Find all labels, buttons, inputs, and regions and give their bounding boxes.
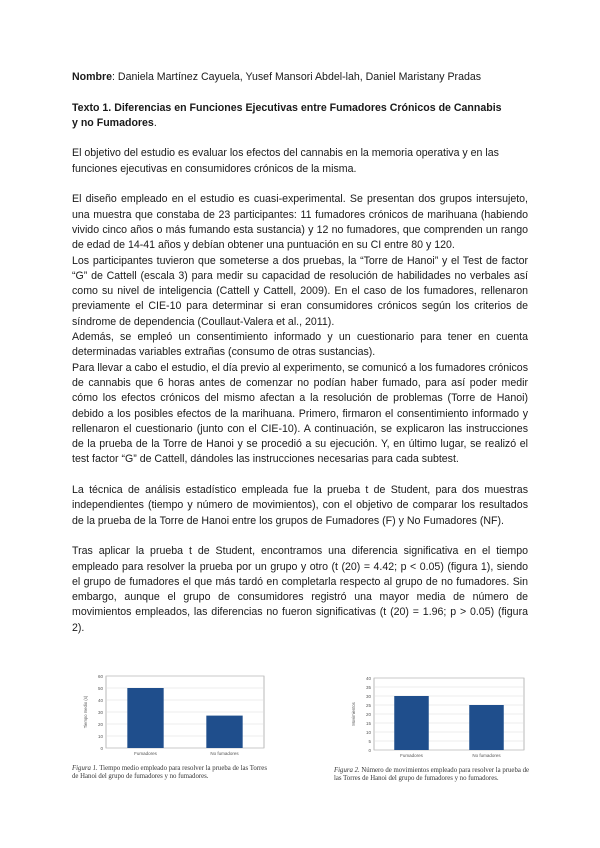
figure-1-caption-text: Tiempo medio empleado para resolver la prueba de las Torres de Hanoi del grupo de fumadores y no fumadores.: [72, 765, 267, 781]
title-line-1: Texto 1. Diferencias en Funciones Ejecutivas entre Fumadores Crónicos de Cannabis: [72, 101, 502, 114]
figure-1: [72, 672, 272, 781]
figure-2-y-tick-label: 0: [368, 747, 371, 753]
figure-1-bar-1: [127, 688, 163, 748]
paragraph-results: Tras aplicar la prueba t de Student, encontramos una diferencia significativa en el tiempo empleado para resolver la prueba por un grupo y otro (t (20) = 4.42; p < 0.05) (figura 1), siendo el grupo de fumadores el que más tardó en completarla respecto al grupo de no fumadores. Sin embargo, aunque el grupo de consumidores registró una mayor media de número de movimientos empleados, las diferencias no fueron significativas (t (20) = 1.96; p > 0.05) (figura 2).: [72, 545, 528, 634]
figure-1-y-tick-label: 0: [100, 745, 103, 751]
figure-1-y-tick-label: 30: [97, 709, 103, 715]
paragraph-consent: Además, se empleó un consentimiento informado y un cuestionario para tener en cuenta determinadas variables extrañas (consumo de otras sustancias).: [72, 331, 528, 359]
authors-line: [72, 70, 528, 85]
figure-2-chart: [334, 672, 532, 760]
paragraph-analysis: La técnica de análisis estadístico empleada fue la prueba t de Student, para dos muestras independientes (tiempo y número de movimientos), con el objetivo de comparar los resultados de la prueba de la Torre de Hanoi entre los grupos de Fumadores (F) y No Fumadores (NF).: [72, 484, 528, 527]
figure-2-x-tick-label: No fumadores: [472, 753, 501, 758]
paragraph-objective: El objetivo del estudio es evaluar los efectos del cannabis en la memoria operativa y en las funciones ejecutivas en consumidores crónicos de la misma.: [72, 147, 499, 175]
paragraph-participants: Los participantes tuvieron que someterse a dos pruebas, la “Torre de Hanoi” y el Test de factor “G” de Cattell (escala 3) para medir su capacidad de resolución de habilidades no verbales así como su nivel de inteligencia (Cattell y Cattell, 2009). En el caso de los fumadores, rellenaron previamente el CIE-10 para determinar si eran consumidores crónicos según los criterios de síndrome de dependencia (Coullaut-Valera et al., 2011).: [72, 254, 528, 328]
figure-1-bar-2: [206, 716, 242, 748]
figure-2-y-axis-label: Movimientos: [351, 702, 356, 726]
figure-1-x-tick-label: Fumadores: [134, 751, 157, 756]
figure-2-y-tick-label: 25: [365, 702, 371, 708]
document-body: [72, 70, 528, 636]
figure-2: [334, 672, 532, 783]
figure-2-caption: [334, 767, 532, 783]
figure-1-y-axis-label: Tiempo medio (s): [83, 695, 88, 729]
figure-2-y-tick-label: 35: [365, 684, 371, 690]
figure-2-y-tick-label: 40: [365, 675, 371, 681]
paragraph-design: El diseño empleado en el estudio es cuasi-experimental. Se presentan dos grupos intersujeto, una muestra que constaba de 23 participantes: 11 fumadores crónicos de marihuana (habiendo vivido cinco años o más fumando esta sustancia) y 12 no fumadores, que comprenden un rango de edad de 14-41 años y debían obtener una puntuación en su CI entre 80 y 120.: [72, 193, 528, 252]
title-end: .: [153, 116, 157, 129]
figure-1-caption: [72, 765, 272, 781]
figure-1-x-tick-label: No fumadores: [210, 751, 239, 756]
figure-2-x-tick-label: Fumadores: [400, 753, 423, 758]
figure-1-y-tick-label: 60: [97, 673, 103, 679]
document-title: [72, 101, 528, 132]
figure-1-y-tick-label: 40: [97, 697, 103, 703]
figure-1-chart: [72, 672, 272, 758]
figure-2-y-tick-label: 10: [365, 729, 371, 735]
figure-2-bar-1: [394, 696, 429, 750]
figure-2-caption-text: Número de movimientos empleado para resolver la prueba de las Torres de Hanoi del grupo de fumadores y no fumadores.: [334, 767, 529, 783]
figure-2-y-tick-label: 5: [368, 738, 371, 744]
figure-1-y-tick-label: 10: [97, 733, 103, 739]
figure-1-y-tick-label: 50: [97, 685, 103, 691]
figure-2-y-tick-label: 30: [365, 693, 371, 699]
figure-1-y-tick-label: 20: [97, 721, 103, 727]
figure-2-y-tick-label: 20: [365, 711, 371, 717]
authors-label: Nombre: [72, 71, 113, 83]
figure-2-y-tick-label: 15: [365, 720, 371, 726]
figure-2-caption-label: Figura 2.: [334, 767, 360, 774]
paragraph-procedure: Para llevar a cabo el estudio, el día previo al experimento, se comunicó a los fumadores crónicos de cannabis que 6 horas antes de comenzar no podían haber fumado, para así poder medir cómo los efectos crónicos del mismo afectan a la resolución de problemas (Torre de Hanoi) debido a los posibles efectos de la marihuana. Primero, firmaron el consentimiento informado y rellenaron el cuestionario (junto con el CIE-10). A continuación, se explicaron las instrucciones de la prueba de la Torre de Hanoi y se procedió a su ejecución. Y, en último lugar, se realizó el test factor “G” de Cattell, dándoles las instrucciones necesarias para cada subtest.: [72, 361, 528, 466]
title-line-2: y no Fumadores: [72, 116, 154, 129]
figure-1-caption-label: Figura 1.: [72, 765, 98, 772]
figure-2-bar-2: [469, 705, 504, 750]
authors-names: : Daniela Martínez Cayuela, Yusef Mansori Abdel-lah, Daniel Maristany Pradas: [112, 71, 482, 83]
